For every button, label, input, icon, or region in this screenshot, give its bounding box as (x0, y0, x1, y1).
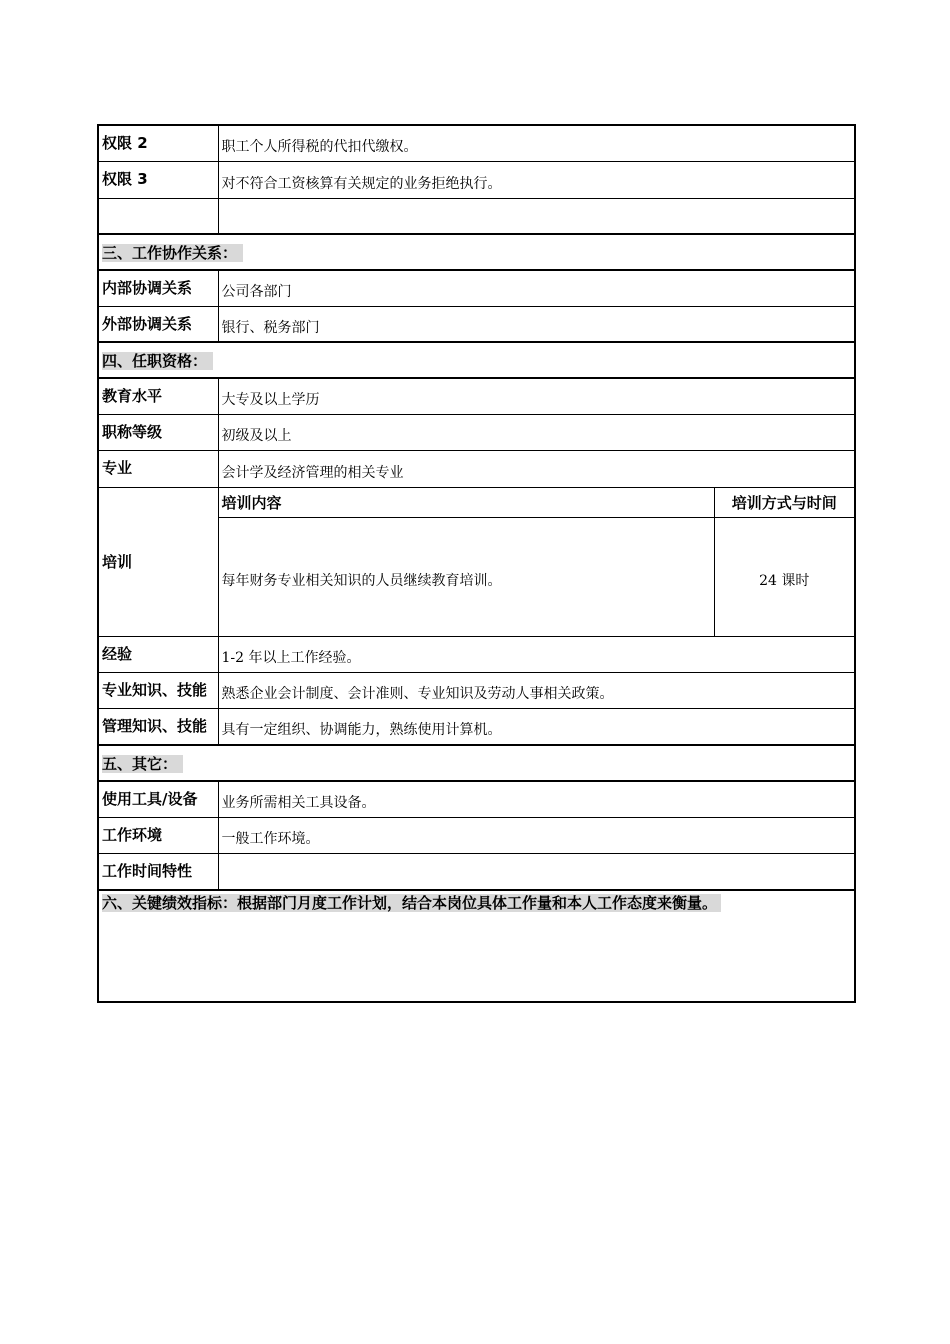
professional-knowledge-label: 专业知识、技能 (98, 672, 218, 708)
training-content-header: 培训内容 (218, 487, 714, 517)
training-method-value: 24 课时 (714, 517, 855, 636)
major-value: 会计学及经济管理的相关专业 (218, 450, 855, 487)
training-content-value: 每年财务专业相关知识的人员继续教育培训。 (218, 517, 714, 636)
environment-value: 一般工作环境。 (218, 817, 855, 853)
row-title-level (98, 414, 855, 450)
section-6-title: 六、关键绩效指标：根据部门月度工作计划，结合本岗位具体工作量和本人工作态度来衡量。 (102, 894, 721, 912)
section-5-row (98, 745, 855, 781)
title-level-label: 职称等级 (98, 414, 218, 450)
empty-label-cell (98, 198, 218, 234)
row-work-time (98, 853, 855, 890)
section-5-title: 五、其它： (102, 755, 183, 773)
education-value: 大专及以上学历 (218, 378, 855, 414)
tools-value: 业务所需相关工具设备。 (218, 781, 855, 817)
section-4-title: 四、任职资格： (102, 352, 213, 370)
row-empty (98, 198, 855, 234)
professional-knowledge-value: 熟悉企业会计制度、会计准则、专业知识及劳动人事相关政策。 (218, 672, 855, 708)
row-professional-knowledge (98, 672, 855, 708)
row-management-knowledge (98, 708, 855, 745)
training-method-header: 培训方式与时间 (714, 487, 855, 517)
row-environment (98, 817, 855, 853)
permission-3-label: 权限 3 (98, 161, 218, 198)
section-6-row (98, 890, 855, 1002)
job-description-table (97, 124, 856, 1003)
work-time-value (218, 853, 855, 890)
section-4-row (98, 342, 855, 378)
tools-label: 使用工具/设备 (98, 781, 218, 817)
management-knowledge-value: 具有一定组织、协调能力，熟练使用计算机。 (218, 708, 855, 745)
row-education (98, 378, 855, 414)
row-external-coordination (98, 306, 855, 342)
external-coordination-label: 外部协调关系 (98, 306, 218, 342)
row-permission-2 (98, 125, 855, 161)
section-3-row (98, 234, 855, 270)
external-coordination-value: 银行、税务部门 (218, 306, 855, 342)
section-3-title: 三、工作协作关系： (102, 244, 243, 262)
permission-2-label: 权限 2 (98, 125, 218, 161)
empty-value-cell (218, 198, 855, 234)
education-label: 教育水平 (98, 378, 218, 414)
major-label: 专业 (98, 450, 218, 487)
permission-3-value: 对不符合工资核算有关规定的业务拒绝执行。 (218, 161, 855, 198)
internal-coordination-label: 内部协调关系 (98, 270, 218, 306)
internal-coordination-value: 公司各部门 (218, 270, 855, 306)
row-permission-3 (98, 161, 855, 198)
row-tools (98, 781, 855, 817)
row-internal-coordination (98, 270, 855, 306)
row-major (98, 450, 855, 487)
permission-2-value: 职工个人所得税的代扣代缴权。 (218, 125, 855, 161)
training-label: 培训 (98, 487, 218, 636)
title-level-value: 初级及以上 (218, 414, 855, 450)
experience-label: 经验 (98, 636, 218, 672)
management-knowledge-label: 管理知识、技能 (98, 708, 218, 745)
experience-value: 1-2 年以上工作经验。 (218, 636, 855, 672)
environment-label: 工作环境 (98, 817, 218, 853)
row-training-header (98, 487, 855, 517)
row-experience (98, 636, 855, 672)
work-time-label: 工作时间特性 (98, 853, 218, 890)
